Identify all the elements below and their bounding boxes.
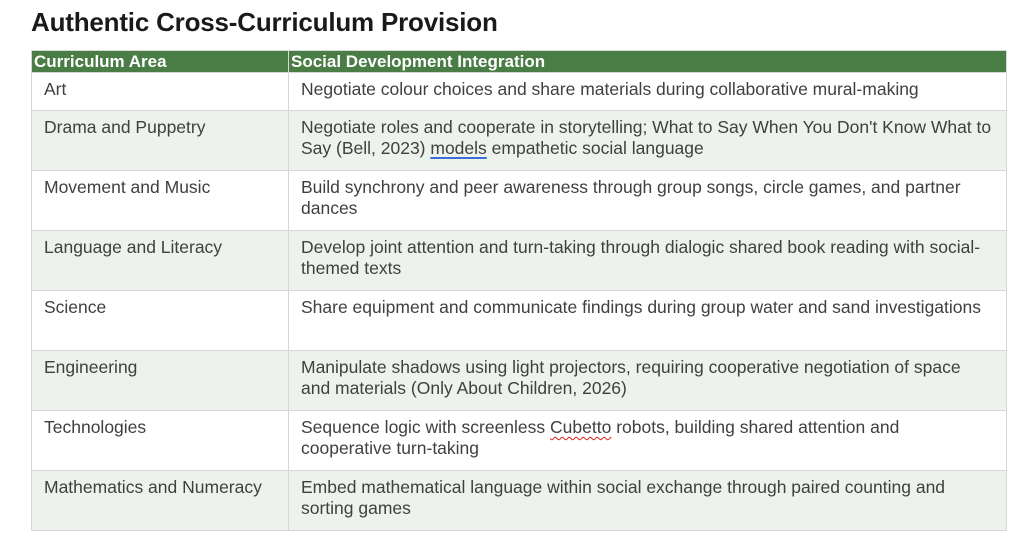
- grammar-flagged-word[interactable]: models: [430, 138, 487, 158]
- document-title: Authentic Cross-Curriculum Provision: [31, 7, 498, 37]
- header-social-development: Social Development Integration: [289, 51, 1007, 73]
- spelling-flagged-word[interactable]: Cubetto: [550, 417, 612, 437]
- header-row: [32, 51, 1007, 73]
- integration-cell: Build synchrony and peer awareness through group songs, circle games, and partner dances: [289, 171, 1007, 231]
- table-header: [32, 51, 1007, 73]
- table-row: [32, 351, 1007, 411]
- area-cell: Language and Literacy: [32, 231, 289, 291]
- curriculum-table: [31, 50, 1007, 531]
- integration-cell: Negotiate colour choices and share materials during collaborative mural-making: [289, 73, 1007, 111]
- table-row: [32, 471, 1007, 531]
- area-cell: Engineering: [32, 351, 289, 411]
- area-cell: Art: [32, 73, 289, 111]
- area-cell: Drama and Puppetry: [32, 111, 289, 171]
- text-segment: empathetic social language: [486, 138, 704, 158]
- integration-cell: Manipulate shadows using light projectors, requiring cooperative negotiation of space and materials (Only About Children, 2026): [289, 351, 1007, 411]
- table-row: [32, 411, 1007, 471]
- table-row: [32, 171, 1007, 231]
- area-cell: Technologies: [32, 411, 289, 471]
- area-cell: Movement and Music: [32, 171, 289, 231]
- integration-cell: Develop joint attention and turn-taking through dialogic shared book reading with social-themed texts: [289, 231, 1007, 291]
- integration-cell: Share equipment and communicate findings during group water and sand investigations: [289, 291, 1007, 351]
- header-curriculum-area: Curriculum Area: [32, 51, 289, 73]
- integration-cell: [289, 111, 1007, 171]
- integration-cell: [289, 411, 1007, 471]
- area-cell: Mathematics and Numeracy: [32, 471, 289, 531]
- table-row: [32, 231, 1007, 291]
- area-cell: Science: [32, 291, 289, 351]
- text-segment: Negotiate roles and cooperate in storytelling; What to Say When You Don't Know What to Say (Bell, 2023): [301, 117, 992, 158]
- integration-cell: Embed mathematical language within social exchange through paired counting and sorting games: [289, 471, 1007, 531]
- text-segment: Sequence logic with screenless: [301, 417, 551, 437]
- text-segment: robots, building shared attention and cooperative turn-taking: [301, 417, 900, 458]
- table-row: [32, 291, 1007, 351]
- table-row: [32, 73, 1007, 111]
- table-row: [32, 111, 1007, 171]
